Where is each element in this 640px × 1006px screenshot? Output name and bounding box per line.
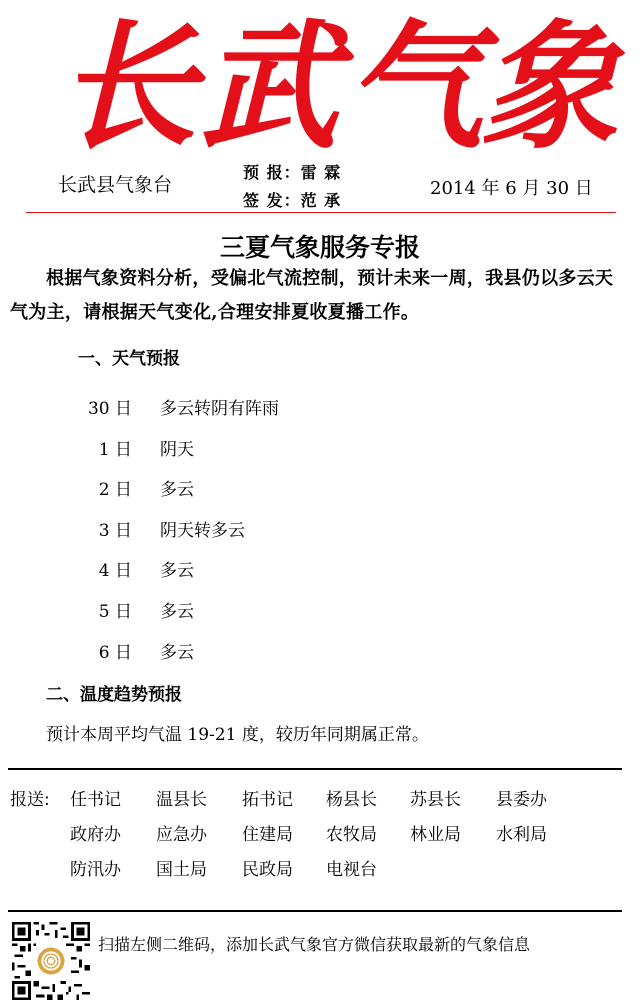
recipient: 农牧局 — [326, 825, 377, 845]
recipient: 政府办 — [70, 825, 121, 845]
qr-code-icon — [12, 922, 90, 1000]
header-divider — [26, 212, 616, 213]
recipient: 防汛办 — [70, 860, 121, 880]
recipient: 林业局 — [410, 825, 461, 845]
recipient: 水利局 — [496, 825, 547, 845]
forecast-weather: 多云 — [160, 561, 194, 581]
forecast-day: 5 日 — [98, 602, 132, 622]
masthead-logo — [0, 0, 640, 160]
forecast-weather: 阴天 — [160, 440, 194, 460]
recipient: 拓书记 — [242, 790, 293, 810]
temperature-forecast: 预计本周平均气温 19-21 度，较历年同期属正常。 — [46, 725, 429, 745]
forecast-day: 6 日 — [98, 643, 132, 663]
recipient: 电视台 — [326, 860, 377, 880]
distribution-divider — [8, 768, 622, 770]
recipient: 县委办 — [496, 790, 547, 810]
report-title: 三夏气象服务专报 — [219, 233, 420, 262]
masthead-char: 气 — [345, 5, 484, 160]
recipient: 温县长 — [156, 790, 207, 810]
recipient: 苏县长 — [410, 790, 461, 810]
footer-qr-instruction: 扫描左侧二维码，添加长武气象官方微信获取最新的气象信息 — [98, 935, 531, 954]
issuer-name: 范 承 — [300, 191, 342, 210]
recipient: 国土局 — [156, 860, 207, 880]
forecast-day: 3 日 — [98, 521, 132, 541]
forecast-weather: 多云转阴有阵雨 — [160, 399, 279, 419]
station-name: 长武县气象台 — [58, 174, 173, 196]
forecast-day: 4 日 — [98, 561, 132, 581]
forecast-weather: 阴天转多云 — [160, 521, 245, 541]
forecaster-line — [243, 160, 341, 183]
recipient: 民政局 — [242, 860, 293, 880]
recipient: 任书记 — [70, 790, 121, 810]
issue-date: 2014 年 6 月 30 日 — [430, 178, 593, 199]
recipient: 住建局 — [242, 825, 293, 845]
forecast-day: 2 日 — [98, 480, 132, 500]
masthead-char: 长 — [58, 5, 197, 160]
masthead-char: 武 — [200, 5, 339, 160]
forecast-weather: 多云 — [160, 602, 194, 622]
forecaster-name: 雷 霖 — [300, 163, 342, 182]
section-heading-forecast: 一、天气预报 — [78, 349, 180, 369]
distribution-label: 报送: — [10, 790, 50, 810]
forecast-weather: 多云 — [160, 643, 194, 663]
report-intro: 根据气象资料分析，受偏北气流控制，预计未来一周，我县仍以多云天气为主，请根据天气变化,合理安排夏收夏播工作。 — [10, 268, 614, 323]
footer-divider — [8, 910, 622, 912]
issuer-label: 签 发： — [243, 191, 301, 210]
forecast-weather: 多云 — [160, 480, 194, 500]
forecaster-label: 预 报： — [243, 163, 301, 182]
recipient: 应急办 — [156, 825, 207, 845]
recipient: 杨县长 — [326, 790, 377, 810]
section-heading-temperature: 二、温度趋势预报 — [46, 685, 182, 705]
forecast-day: 30 日 — [87, 399, 132, 419]
forecast-day: 1 日 — [98, 440, 132, 460]
masthead-char: 象 — [480, 5, 619, 160]
issuer-line — [243, 188, 341, 211]
